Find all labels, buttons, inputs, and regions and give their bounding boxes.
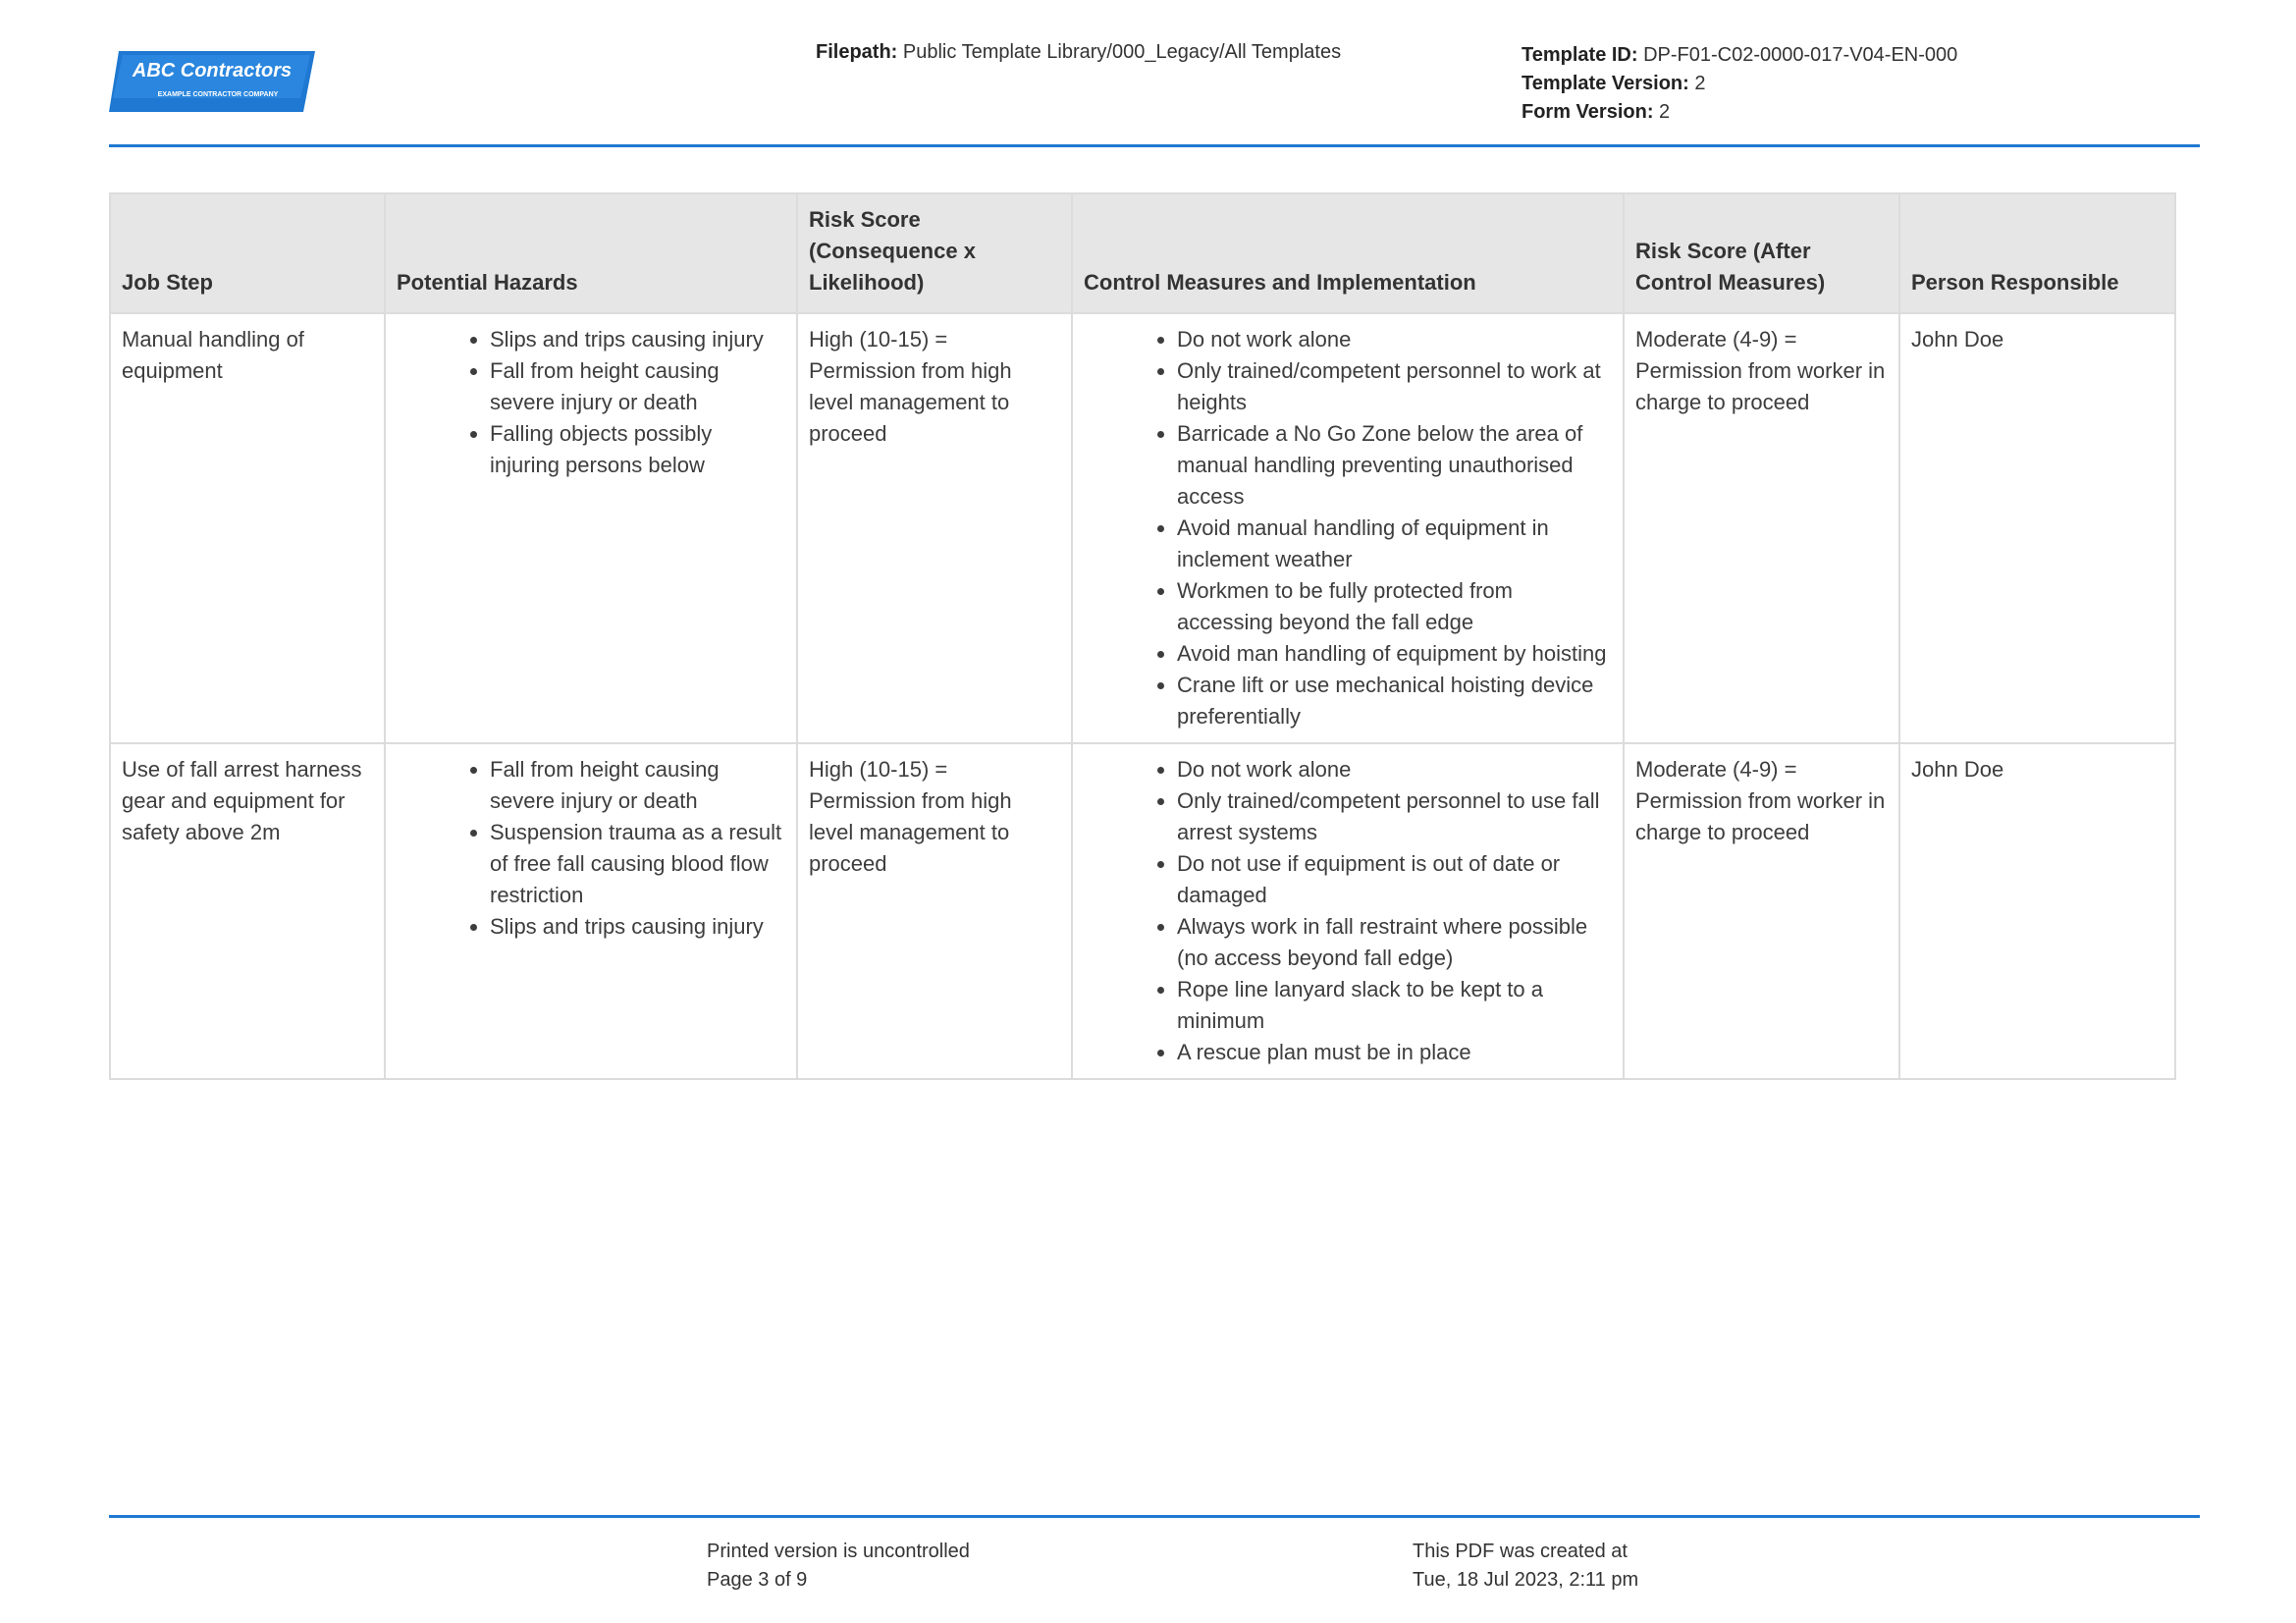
risk-score-after-cell: Moderate (4-9) = Permission from worker in charge to proceed bbox=[1624, 313, 1899, 743]
risk-score-cell: High (10-15) = Permission from high level management to proceed bbox=[797, 313, 1072, 743]
column-header-risk-score: Risk Score (Consequence x Likelihood) bbox=[797, 193, 1072, 313]
risk-score-after-cell: Moderate (4-9) = Permission from worker in charge to proceed bbox=[1624, 743, 1899, 1079]
column-header-person-responsible: Person Responsible bbox=[1899, 193, 2175, 313]
column-header-job-step: Job Step bbox=[110, 193, 385, 313]
hazard-item: • Slips and trips causing injury bbox=[490, 324, 785, 355]
control-measure-item: • Workmen to be fully protected from accessing beyond the fall edge bbox=[1177, 575, 1612, 638]
control-measure-item: • Barricade a No Go Zone below the area of manual handling preventing unauthorised access bbox=[1177, 418, 1612, 513]
table-header-row bbox=[110, 193, 2175, 313]
template-id-value: DP-F01-C02-0000-017-V04-EN-000 bbox=[1643, 44, 1958, 66]
control-measure-item: • Do not work alone bbox=[1177, 754, 1612, 785]
logo-subtitle: EXAMPLE CONTRACTOR COMPANY bbox=[157, 91, 279, 98]
template-meta bbox=[1522, 41, 1957, 127]
page-header bbox=[109, 0, 2200, 147]
company-logo bbox=[109, 51, 315, 112]
control-measures-list bbox=[1084, 754, 1612, 1068]
hazards-list bbox=[397, 754, 785, 943]
hazard-item: • Suspension trauma as a result of free fall causing blood flow restriction bbox=[490, 817, 785, 911]
template-version bbox=[1522, 70, 1957, 98]
control-measure-item: • Always work in fall restraint where possible (no access beyond fall edge) bbox=[1177, 911, 1612, 974]
hazards-cell bbox=[385, 313, 797, 743]
template-version-value: 2 bbox=[1694, 73, 1706, 94]
template-id-label: Template ID: bbox=[1522, 44, 1638, 66]
hazards-list bbox=[397, 324, 785, 481]
table-row bbox=[110, 743, 2175, 1079]
created-label: This PDF was created at bbox=[1413, 1541, 1628, 1562]
control-measure-item: • Only trained/competent personnel to use fall arrest systems bbox=[1177, 785, 1612, 848]
hazard-item: • Falling objects possibly injuring persons below bbox=[490, 418, 785, 481]
control-measure-item: • Avoid manual handling of equipment in inclement weather bbox=[1177, 513, 1612, 575]
control-measures-cell bbox=[1072, 743, 1624, 1079]
column-header-control-measures: Control Measures and Implementation bbox=[1072, 193, 1624, 313]
control-measure-item: • Rope line lanyard slack to be kept to a minimum bbox=[1177, 974, 1612, 1037]
filepath-value: Public Template Library/000_Legacy/All Templates bbox=[902, 41, 1342, 63]
template-version-label: Template Version: bbox=[1522, 73, 1689, 94]
control-measures-list bbox=[1084, 324, 1612, 732]
created-date: Tue, 18 Jul 2023, 2:11 pm bbox=[1413, 1569, 1639, 1591]
job-safety-analysis-table bbox=[109, 192, 2176, 1080]
filepath bbox=[816, 41, 1341, 64]
form-version-value: 2 bbox=[1659, 101, 1671, 123]
form-version bbox=[1522, 98, 1957, 127]
logo-title: ABC Contractors bbox=[132, 60, 293, 81]
control-measure-item: • Do not work alone bbox=[1177, 324, 1612, 355]
hazard-item: • Slips and trips causing injury bbox=[490, 911, 785, 943]
table-row bbox=[110, 313, 2175, 743]
filepath-label: Filepath: bbox=[816, 41, 898, 63]
hazards-cell bbox=[385, 743, 797, 1079]
control-measure-item: • Only trained/competent personnel to work at heights bbox=[1177, 355, 1612, 418]
job-step-cell: Use of fall arrest harness gear and equipment for safety above 2m bbox=[110, 743, 385, 1079]
page-footer bbox=[109, 1515, 2200, 1591]
uncontrolled-notice: Printed version is uncontrolled bbox=[707, 1541, 970, 1562]
person-responsible-cell: John Doe bbox=[1899, 743, 2175, 1079]
control-measure-item: • A rescue plan must be in place bbox=[1177, 1037, 1612, 1068]
control-measures-cell bbox=[1072, 313, 1624, 743]
template-id bbox=[1522, 41, 1957, 70]
footer-left bbox=[707, 1538, 970, 1595]
form-version-label: Form Version: bbox=[1522, 101, 1654, 123]
control-measure-item: • Avoid man handling of equipment by hoisting bbox=[1177, 638, 1612, 670]
column-header-potential-hazards: Potential Hazards bbox=[385, 193, 797, 313]
control-measure-item: • Do not use if equipment is out of date or damaged bbox=[1177, 848, 1612, 911]
job-step-cell: Manual handling of equipment bbox=[110, 313, 385, 743]
page-number: Page 3 of 9 bbox=[707, 1569, 808, 1591]
hazard-item: • Fall from height causing severe injury or death bbox=[490, 355, 785, 418]
risk-score-cell: High (10-15) = Permission from high level management to proceed bbox=[797, 743, 1072, 1079]
hazard-item: • Fall from height causing severe injury or death bbox=[490, 754, 785, 817]
control-measure-item: • Crane lift or use mechanical hoisting device preferentially bbox=[1177, 670, 1612, 732]
footer-right bbox=[1413, 1538, 1638, 1595]
person-responsible-cell: John Doe bbox=[1899, 313, 2175, 743]
column-header-risk-score-after: Risk Score (After Control Measures) bbox=[1624, 193, 1899, 313]
